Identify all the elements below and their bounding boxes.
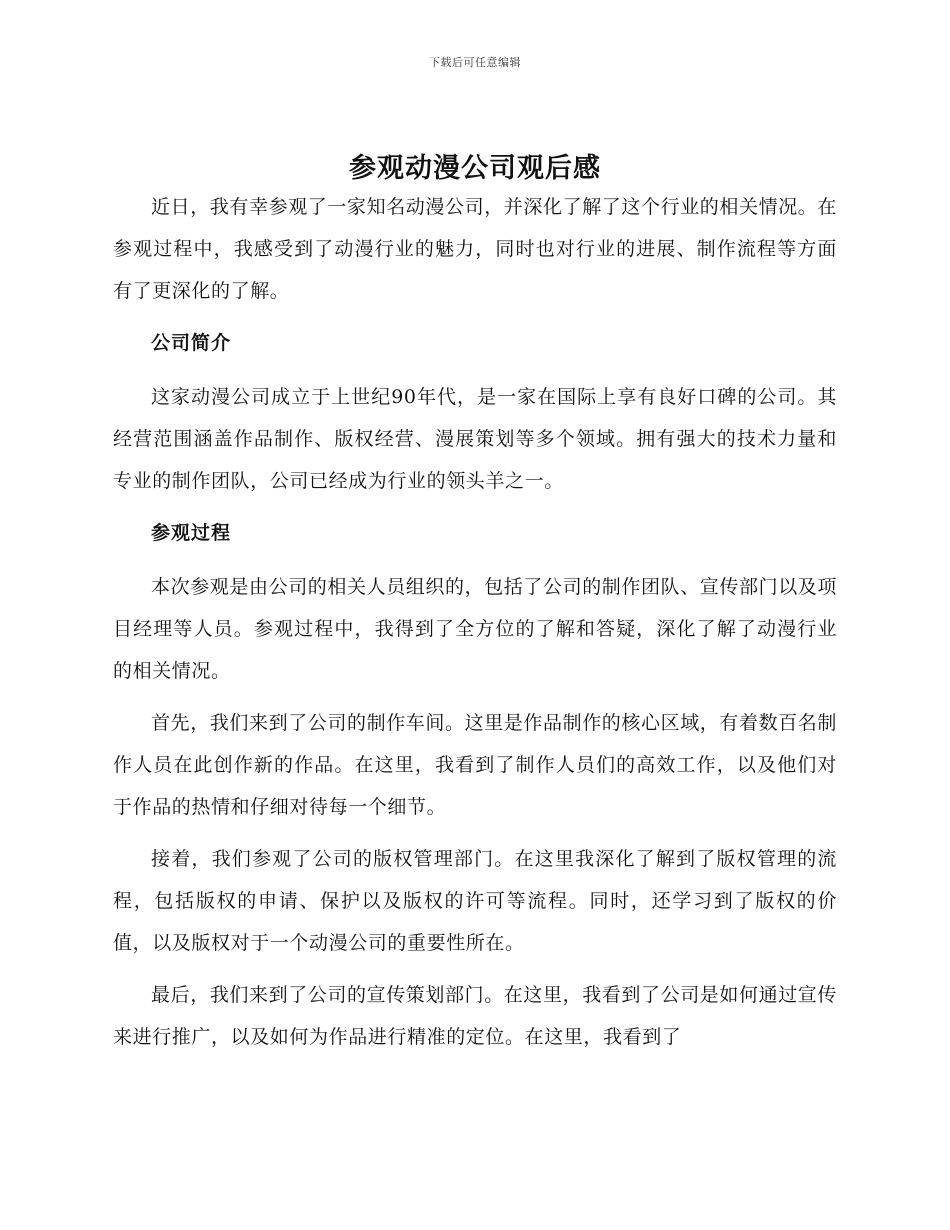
visit-paragraph: 最后，我们来到了公司的宣传策划部门。在这里，我看到了公司是如何通过宣传来进行推广，以及如何为作品进行精准的定位。在这里，我看到了 [113,984,838,1048]
intro-paragraph: 近日，我有幸参观了一家知名动漫公司，并深化了解了这个行业的相关情况。在参观过程中，我感受到了动漫行业的魅力，同时也对行业的进展、制作流程等方面有了更深化的了解。 [113,196,838,302]
visit-paragraph: 首先，我们来到了公司的制作车间。这里是作品制作的核心区域，有着数百名制作人员在此创作新的作品。在这里，我看到了制作人员们的高效工作，以及他们对于作品的热情和仔细对待每一个细节。 [113,712,838,818]
section-heading-company-intro: 公司简介 [151,332,232,354]
visit-paragraph: 接着，我们参观了公司的版权管理部门。在这里我深化了解到了版权管理的流程，包括版权的申请、保护以及版权的许可等流程。同时，还学习到了版权的价值，以及版权对于一个动漫公司的重要性所在。 [113,848,837,954]
visit-paragraph: 本次参观是由公司的相关人员组织的，包括了公司的制作团队、宣传部门以及项目经理等人员。参观过程中，我得到了全方位的了解和答疑，深化了解了动漫行业的相关情况。 [113,576,838,682]
section-heading-visit-process: 参观过程 [151,522,232,544]
document-body [113,186,837,1068]
company-intro-paragraph: 这家动漫公司成立于上世纪90年代，是一家在国际上享有良好口碑的公司。其经营范围涵盖作品制作、版权经营、漫展策划等多个领域。拥有强大的技术力量和专业的制作团队，公司已经成为行业的领头羊之一。 [113,386,837,492]
header-note: 下载后可任意编辑 [429,56,521,69]
document-title: 参观动漫公司观后感 [349,153,601,184]
